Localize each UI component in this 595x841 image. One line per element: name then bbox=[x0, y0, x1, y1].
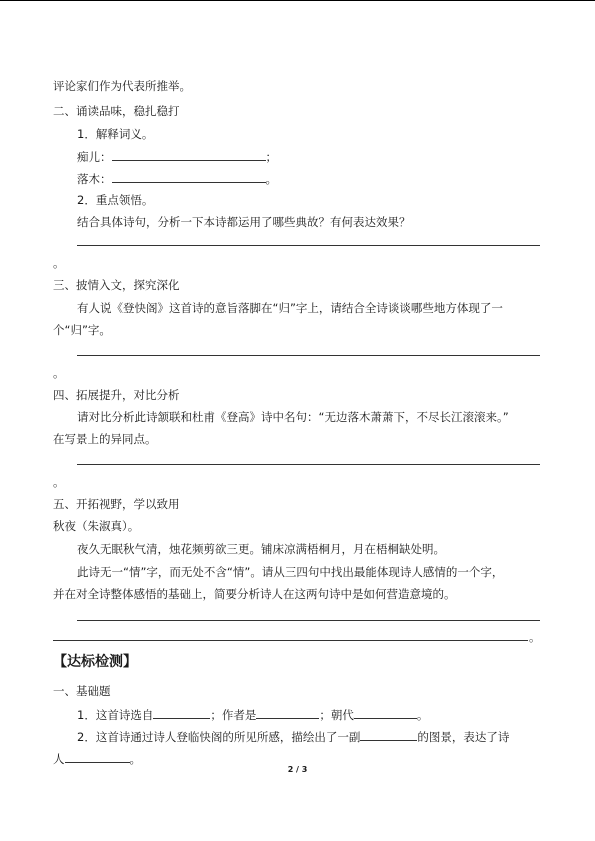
section5-title: 五、开拓视野，学以致用 bbox=[53, 497, 180, 511]
section4-answer-line[interactable] bbox=[77, 464, 540, 465]
q2-text-b: 的图景，表达了诗 bbox=[417, 730, 510, 744]
section3-question-line1: 有人说《登快阁》这首诗的意旨落脚在“归”字上，请结合全诗谈谈哪些地方体现了一 bbox=[77, 301, 503, 315]
q1-blank-source[interactable] bbox=[153, 707, 210, 719]
q2-text-a: 2．这首诗通过诗人登临快阁的所见所感，描绘出了一副 bbox=[77, 730, 361, 744]
q2-blank-feeling[interactable] bbox=[65, 751, 130, 763]
poem-text: 夜久无眠秋气清，烛花频剪欲三更。铺床凉满梧桐月，月在梧桐缺处明。 bbox=[77, 542, 445, 556]
q1-text-d: 。 bbox=[416, 708, 429, 722]
intro-tail: 评论家们作为代表所推举。 bbox=[53, 79, 191, 93]
check-subheading: 一、基础题 bbox=[53, 684, 111, 698]
section2-item1: 1．解释词义。 bbox=[77, 127, 154, 141]
term2-blank[interactable] bbox=[112, 171, 266, 183]
section3-answer-line[interactable] bbox=[77, 355, 540, 356]
top-border bbox=[0, 0, 595, 1]
q1-text-b: ；作者是 bbox=[210, 708, 257, 722]
q1-text-a: 1．这首诗选自 bbox=[77, 708, 154, 722]
term2-label: 落木： bbox=[77, 172, 112, 186]
section3-question-line2: 个“归”字。 bbox=[53, 323, 111, 337]
term2-end: 。 bbox=[265, 172, 277, 186]
term2-row bbox=[77, 171, 277, 186]
check-heading: 【达标检测】 bbox=[53, 654, 137, 670]
page-number: 2 / 3 bbox=[287, 765, 308, 774]
q1-blank-dynasty[interactable] bbox=[354, 707, 417, 719]
term1-blank[interactable] bbox=[112, 149, 266, 161]
section2-item2: 2．重点领悟。 bbox=[77, 193, 154, 207]
q1-blank-author[interactable] bbox=[256, 707, 319, 719]
section3-title: 三、披情入文，探究深化 bbox=[53, 278, 180, 292]
check-q1 bbox=[77, 707, 428, 722]
term1-end: ； bbox=[265, 150, 277, 164]
section4-end-mark: 。 bbox=[53, 475, 65, 489]
section5-question-line2: 并在对全诗整体感悟的基础上，简要分析诗人在这两句诗中是如何营造意境的。 bbox=[53, 587, 456, 601]
check-q2 bbox=[77, 729, 509, 744]
poem-title: 秋夜（朱淑真）。 bbox=[53, 519, 140, 533]
section4-title: 四、拓展提升，对比分析 bbox=[53, 388, 180, 402]
section3-end-mark: 。 bbox=[53, 366, 65, 380]
section2-answer-line[interactable] bbox=[77, 245, 540, 246]
q1-text-c: ；朝代 bbox=[319, 708, 354, 722]
section4-question-line1: 请对比分析此诗颔联和杜甫《登高》诗中名句：“无边落木萧萧下，不尽长江滚滚来。” bbox=[77, 410, 509, 424]
check-q2-line2 bbox=[53, 751, 141, 766]
term1-label: 痴儿： bbox=[77, 150, 112, 164]
section5-answer-line2[interactable] bbox=[53, 640, 528, 641]
q2-text-d: 。 bbox=[129, 752, 141, 766]
section2-end-mark: 。 bbox=[53, 256, 65, 270]
section5-answer-line1[interactable] bbox=[77, 620, 540, 621]
section2-title: 二、诵读品味，稳扎稳打 bbox=[53, 104, 180, 118]
section4-question-line2: 在写景上的异同点。 bbox=[53, 432, 157, 446]
term1-row bbox=[77, 149, 277, 164]
section5-end-mark: 。 bbox=[529, 630, 541, 644]
q2-text-c: 人 bbox=[53, 752, 65, 766]
q2-blank-scene[interactable] bbox=[360, 729, 417, 741]
section2-question: 结合具体诗句，分析一下本诗都运用了哪些典故？有何表达效果？ bbox=[77, 215, 411, 229]
section5-question-line1: 此诗无一“情”字，而无处不含“情”。请从三四句中找出最能体现诗人感情的一个字， bbox=[77, 565, 504, 579]
